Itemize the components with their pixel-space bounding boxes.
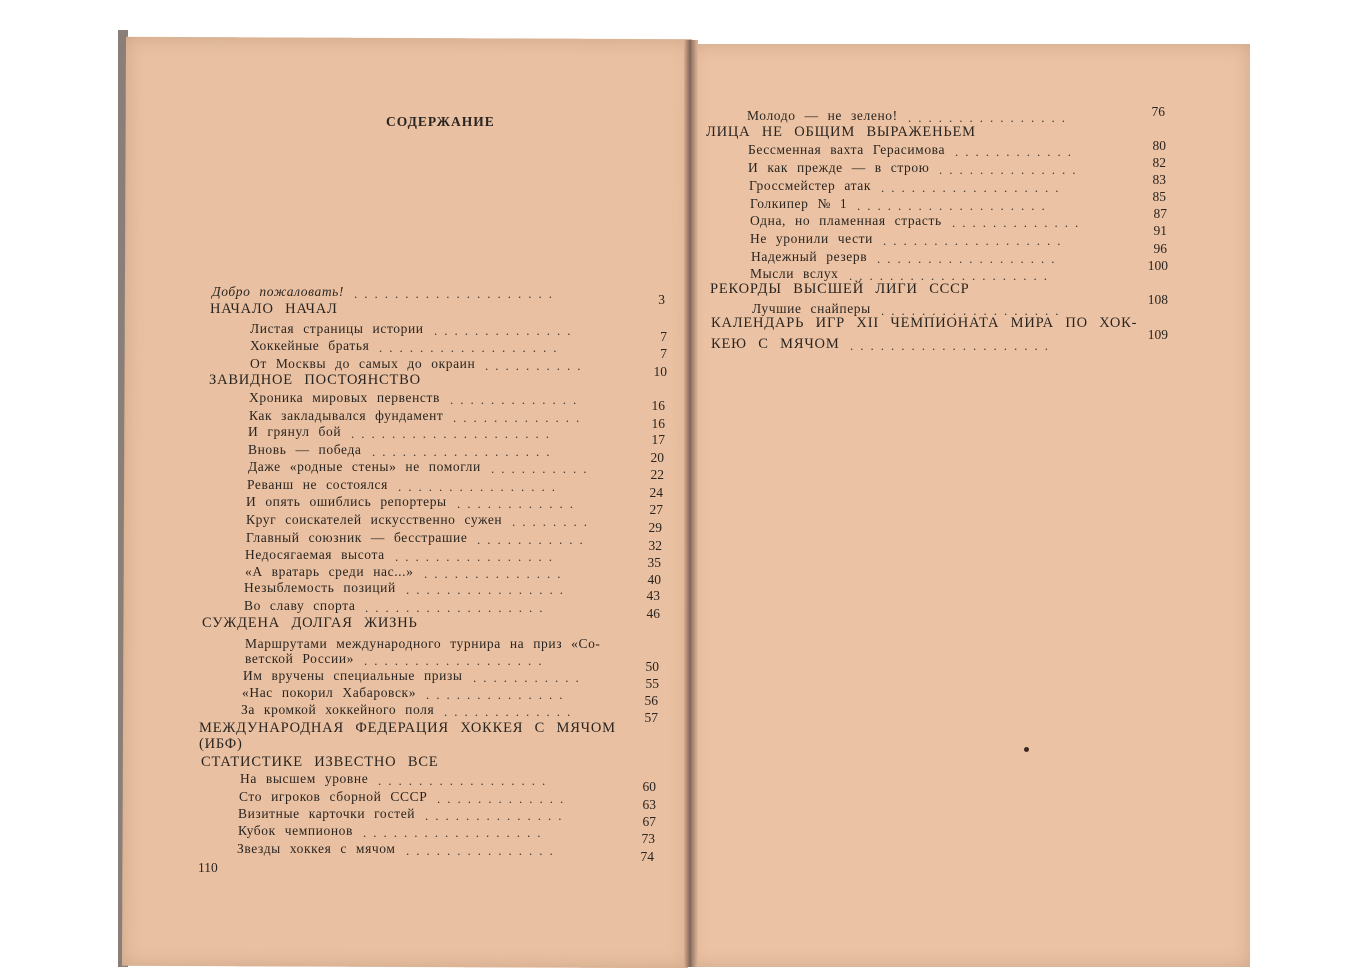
paper-speck — [1024, 747, 1029, 752]
toc-page-number: 16 — [651, 398, 665, 413]
toc-entry: От Москвы до самых до окраин — [250, 356, 476, 371]
toc-entry: Хоккейные братья — [250, 338, 370, 353]
toc-leader-dots: .......... — [491, 461, 594, 476]
toc-section-heading: СУЖДЕНА ДОЛГАЯ ЖИЗНЬ — [202, 615, 418, 631]
toc-leader-dots: ................. — [378, 773, 553, 788]
toc-leader-dots: .............. — [939, 162, 1083, 177]
toc-leader-dots: ........... — [473, 670, 586, 685]
toc-section-heading: СТАТИСТИКЕ ИЗВЕСТНО ВСЕ — [201, 754, 439, 770]
toc-page-number: 16 — [651, 416, 665, 431]
toc-leader-dots: ............. — [453, 410, 587, 425]
toc-page-number: 87 — [1153, 206, 1167, 221]
toc-page-number: 40 — [647, 572, 661, 587]
toc-page-number: 60 — [642, 779, 656, 794]
toc-leader-dots: .................. — [372, 444, 557, 459]
toc-page-number: 76 — [1151, 104, 1165, 119]
toc-leader-dots: .................. — [877, 251, 1062, 266]
toc-section-heading: КЕЮ С МЯЧОМ — [711, 336, 840, 352]
toc-section-heading: РЕКОРДЫ ВЫСШЕЙ ЛИГИ СССР — [710, 281, 970, 297]
toc-page-number: 108 — [1147, 292, 1168, 307]
toc-leader-dots: .................. — [364, 653, 549, 668]
toc-entry: Надежный резерв — [751, 249, 868, 264]
toc-leader-dots: .................... — [849, 268, 1054, 283]
toc-section-heading: ЛИЦА НЕ ОБЩИМ ВЫРАЖЕНЬЕМ — [706, 124, 976, 140]
toc-page-number: 63 — [642, 797, 656, 812]
toc-section-heading: МЕЖДУНАРОДНАЯ ФЕДЕРАЦИЯ ХОККЕЯ С МЯЧОМ — [199, 720, 616, 736]
toc-section-heading: ЗАВИДНОЕ ПОСТОЯНСТВО — [209, 372, 421, 388]
toc-leader-dots: .................. — [881, 180, 1066, 195]
toc-entry: Мысли вслух — [750, 266, 839, 281]
toc-page-number: 100 — [1147, 258, 1168, 273]
toc-entry: «А вратарь среди нас...» — [245, 564, 414, 579]
toc-entry: Недосягаемая высота — [245, 547, 385, 562]
toc-page-number: 7 — [660, 346, 667, 361]
toc-leader-dots: ................ — [908, 110, 1072, 125]
toc-page-number: 7 — [660, 329, 667, 344]
toc-page-number: 73 — [641, 831, 655, 846]
toc-leader-dots: .......... — [485, 358, 588, 373]
toc-entry: И как прежде — в строю — [748, 160, 930, 175]
toc-page-number: 109 — [1147, 327, 1168, 342]
toc-page-number: 22 — [650, 467, 664, 482]
toc-entry: Листая страницы истории — [250, 321, 424, 336]
toc-entry: Сто игроков сборной СССР — [239, 789, 428, 804]
toc-entry: Вновь — победа — [248, 442, 362, 457]
toc-entry: Даже «родные стены» не помогли — [248, 459, 481, 474]
toc-section-heading: КАЛЕНДАРЬ ИГР XII ЧЕМПИОНАТА МИРА ПО ХОК- — [711, 315, 1138, 331]
toc-leader-dots: .............. — [426, 687, 570, 702]
toc-leader-dots: .............. — [434, 323, 578, 338]
toc-page-number: 24 — [649, 485, 663, 500]
toc-page-number: 29 — [648, 520, 662, 535]
toc-entry: Гроссмейстер атак — [749, 178, 872, 193]
toc-page-number: 32 — [648, 538, 662, 553]
toc-entry: «Нас покорил Хабаровск» — [242, 685, 417, 700]
toc-entry: Незыблемость позиций — [244, 580, 396, 595]
toc-leader-dots: .................... — [354, 286, 559, 301]
toc-page-number: 27 — [649, 502, 663, 517]
toc-leader-dots: ................ — [398, 479, 562, 494]
toc-leader-dots: ........ — [512, 514, 594, 529]
toc-entry: Звезды хоккея с мячом — [237, 841, 396, 856]
toc-page-number: 46 — [646, 606, 660, 621]
toc-leader-dots: ............. — [952, 215, 1086, 230]
toc-page-number: 43 — [646, 588, 660, 603]
toc-page-number: 50 — [645, 659, 659, 674]
toc-page-number: 85 — [1152, 189, 1166, 204]
toc-section-heading: (ИБФ) — [199, 736, 243, 752]
toc-entry: Во славу спорта — [244, 598, 356, 613]
toc-entry: Им вручены специальные призы — [243, 668, 463, 683]
toc-leader-dots: .................. — [379, 340, 564, 355]
toc-leader-dots: .................. — [365, 600, 550, 615]
toc-page-number: 82 — [1152, 155, 1166, 170]
toc-leader-dots: ............ — [955, 144, 1078, 159]
toc-page-number: 35 — [647, 555, 661, 570]
contents-title: СОДЕРЖАНИЕ — [386, 114, 495, 129]
toc-entry: На высшем уровне — [240, 771, 369, 786]
toc-entry: Главный союзник — бесстрашие — [246, 530, 468, 545]
toc-page-number: 20 — [650, 450, 664, 465]
toc-page-number: 55 — [645, 676, 659, 691]
toc-leader-dots: ............... — [406, 843, 560, 858]
toc-page-number: 96 — [1153, 241, 1167, 256]
toc-page-number: 91 — [1153, 223, 1167, 238]
toc-entry: Как закладывался фундамент — [249, 408, 444, 423]
toc-entry: Круг соискателей искусственно сужен — [246, 512, 503, 527]
toc-entry: И опять ошиблись репортеры — [246, 494, 447, 509]
toc-leader-dots: .................. — [363, 825, 548, 840]
toc-leader-dots: .................... — [850, 338, 1055, 353]
toc-section-heading: НАЧАЛО НАЧАЛ — [210, 301, 338, 317]
toc-leader-dots: ................... — [857, 198, 1052, 213]
toc-page-number: 74 — [640, 849, 654, 864]
toc-leader-dots: .............. — [424, 566, 568, 581]
toc-entry: Добро пожаловать! — [212, 284, 345, 299]
toc-page-number: 17 — [651, 432, 665, 447]
toc-leader-dots: ................ — [395, 549, 559, 564]
toc-entry: Не уронили чести — [750, 231, 873, 246]
toc-page-number: 83 — [1152, 172, 1166, 187]
toc-leader-dots: ............. — [444, 704, 578, 719]
toc-entry: Лучшие снайперы — [752, 301, 871, 316]
book-spine — [684, 40, 698, 967]
toc-entry: Кубок чемпионов — [238, 823, 353, 838]
toc-entry: Голкипер № 1 — [750, 196, 848, 211]
toc-entry: Визитные карточки гостей — [238, 806, 416, 821]
toc-entry: Хроника мировых первенств — [249, 390, 441, 405]
toc-leader-dots: .................. — [881, 303, 1066, 318]
toc-entry: Маршрутами международного турнира на приз «Со- — [245, 636, 601, 651]
toc-page-number: 10 — [653, 364, 667, 379]
toc-leader-dots: .............. — [425, 808, 569, 823]
toc-entry: Одна, но пламенная страсть — [750, 213, 942, 228]
toc-entry: И грянул бой — [248, 424, 342, 439]
toc-page-number: 57 — [644, 710, 658, 725]
toc-leader-dots: ................ — [406, 582, 570, 597]
toc-leader-dots: ........... — [477, 532, 590, 547]
toc-page-number: 80 — [1152, 138, 1166, 153]
toc-leader-dots: ............ — [457, 496, 580, 511]
toc-leader-dots: .................. — [883, 233, 1068, 248]
toc-page-number: 56 — [644, 693, 658, 708]
toc-entry: За кромкой хоккейного поля — [241, 702, 435, 717]
toc-page-number: 67 — [642, 814, 656, 829]
toc-leader-dots: .................... — [351, 426, 556, 441]
toc-leader-dots: ............. — [450, 392, 584, 407]
toc-entry: ветской России» — [245, 651, 355, 666]
toc-page-number: 3 — [658, 292, 665, 307]
page-number-folio: 110 — [198, 860, 218, 875]
toc-leader-dots: ............. — [437, 791, 571, 806]
toc-entry: Реванш не состоялся — [247, 477, 388, 492]
toc-entry: Бессменная вахта Герасимова — [748, 142, 946, 157]
toc-entry: Молодо — не зелено! — [747, 108, 898, 123]
